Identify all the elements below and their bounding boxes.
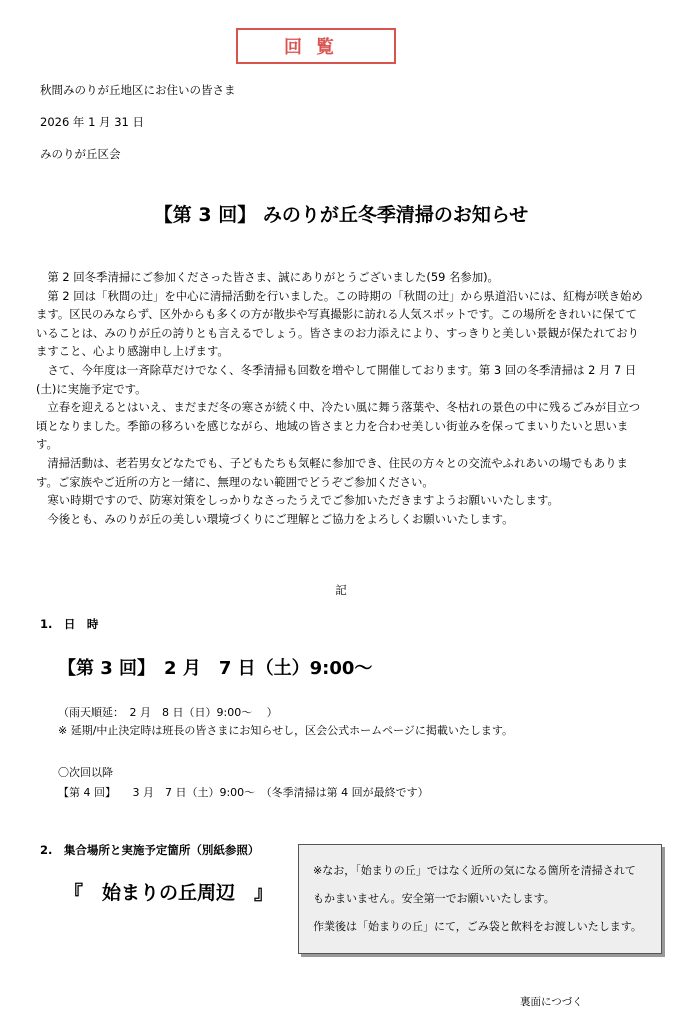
circulation-stamp: 回覧 <box>236 28 396 64</box>
paragraph: 立春を迎えるとはいえ、まだまだ冬の寒さが続く中、冷たい風に舞う落葉や、冬枯れの景色の中に残るごみが目立つ頃となりました。季節の移ろいを感じながら、地域の皆さまと力を合わせ美しい街並みを保ってまいりたいと思います。 <box>36 400 641 452</box>
meeting-place: 『 始まりの丘周辺 』 <box>64 882 274 904</box>
paragraph: 今後とも、みのりが丘の美しい環境づくりにご理解とご協力をよろしくお願いいたします。 <box>47 511 514 526</box>
main-date: 【第 3 回】 2 月 7 日（土）9:00～ <box>58 658 373 679</box>
section-place-heading: 2. 集合場所と実施予定箇所（別紙参照） <box>40 843 260 857</box>
paragraph: 第 2 回冬季清掃にご参加くださった皆さま、誠にありがとうございました(59 名参加)。 <box>47 270 499 284</box>
issue-date: 2026 年 1 月 31 日 <box>40 115 144 129</box>
next-detail: 【第 4 回】 3 月 7 日（土）9:00～ （冬季清掃は第 4 回が最終です） <box>58 786 429 799</box>
body-text <box>36 268 648 528</box>
note-line: 作業後は「始まりの丘」にて，ごみ袋と飲料をお渡しいたします。 <box>313 920 642 933</box>
rain-date: （雨天順延： 2 月 8 日（日）9:00～ ） <box>58 706 278 719</box>
next-label: 〇次回以降 <box>58 766 113 779</box>
paragraph: さて、今年度は一斉除草だけでなく、冬季清掃も回数を増やして開催しております。第 3 回の冬季清掃は 2 月 7 日(土)に実施予定です。 <box>36 362 637 396</box>
note-box <box>298 844 662 954</box>
note-line: ※なお，「始まりの丘」ではなく近所の気になる箇所を清掃されて <box>313 864 636 877</box>
addressee: 秋間みのりが丘地区にお住いの皆さま <box>40 83 236 97</box>
ki-marker: 記 <box>335 583 347 597</box>
postpone-notice: ※ 延期/中止決定時は班長の皆さまにお知らせし，区会公式ホームページに掲載いたします。 <box>58 724 513 737</box>
document-title: 【第 3 回】 みのりが丘冬季清掃のお知らせ <box>153 204 529 226</box>
paragraph: 第 2 回は「秋間の辻」を中心に清掃活動を行いました。この時期の「秋間の辻」から県道沿いには、紅梅が咲き始めます。区民のみならず、区外からも多くの方が散歩や写真撮影に訪れる人気スポットです。この場所をきれいに保てていることは、みのりが丘の誇りとも言えるでしょう。皆さまのお力添えにより、すっきりと美しい景観が保たれておりますこと、心より感謝申し上げます。 <box>36 288 643 359</box>
paragraph: 寒い時期ですので、防寒対策をしっかりなさったうえでご参加いただきますようお願いいたします。 <box>47 493 559 508</box>
continued-label: 裏面につづく <box>520 996 583 1008</box>
note-line: もかまいません。安全第一でお願いいたします。 <box>313 892 555 905</box>
section-datetime-heading: 1. 日 時 <box>40 617 99 631</box>
sender: みのりが丘区会 <box>40 147 121 161</box>
paragraph: 清掃活動は、老若男女どなたでも、子どもたちも気軽に参加でき、住民の方々との交流やふれあいの場でもあります。ご家族やご近所の方と一緒に、無理のない範囲でどうぞご参加ください。 <box>36 455 628 489</box>
